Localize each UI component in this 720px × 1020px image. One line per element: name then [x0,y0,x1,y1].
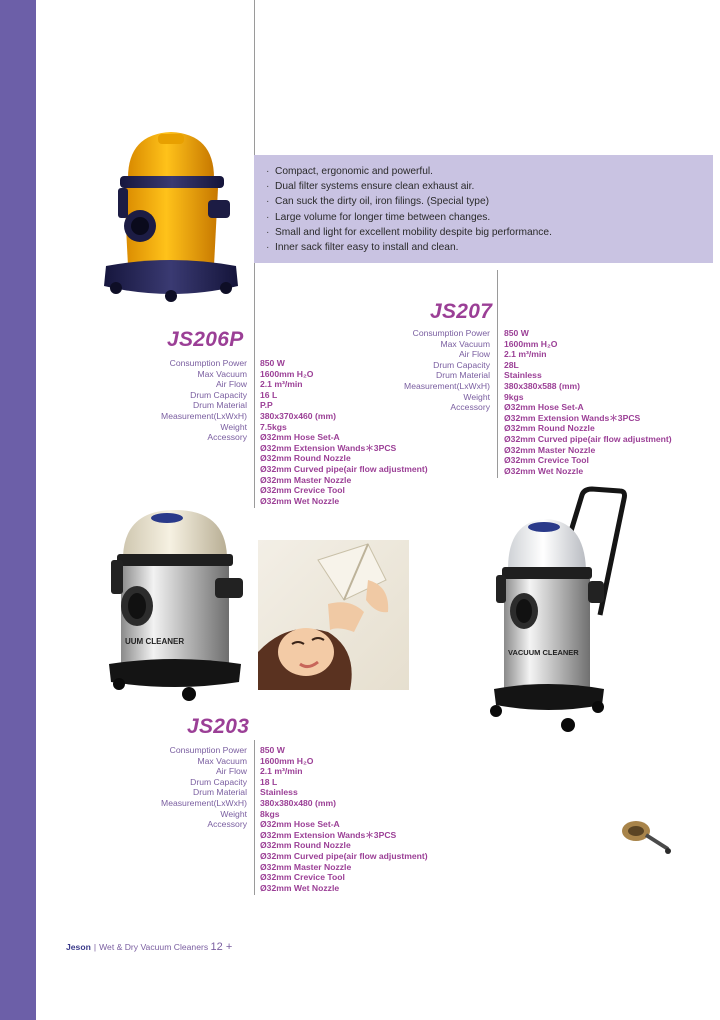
feature-item: · Large volume for longer time between changes. [266,211,491,223]
js206p-product-image [96,126,246,306]
side-color-bar [0,0,36,1020]
js203-spec-divider [254,740,255,895]
js203-title: JS203 [187,715,250,738]
page-footer [66,941,232,953]
nozzle-accessory-image [618,815,674,859]
js207-spec-divider [497,270,498,478]
top-divider-line [254,0,255,155]
js207-drum-print: VACUUM CLEANER [508,648,579,657]
feature-item: · Compact, ergonomic and powerful. [266,166,433,177]
js207-title: JS207 [430,300,493,323]
js206p-title: JS206P [167,328,244,351]
js203-drum-print: UUM CLEANER [125,637,185,646]
footer-separator: | [93,942,97,952]
footer-brand: Jeson [66,942,91,952]
js207-product-image [486,485,636,735]
js203-spec-values: 850 W 1600mm H₂O 2.1 m³/min 18 L Stainless 380x380x480 (mm) 8kgs Ø32mm Hose Set-A Ø32mm Extension Wands＊3PCS Ø32mm Round Nozzle Ø32mm Curved pipe(air flow adjustment) Ø32mm Master Nozzle Ø32mm Crevice Tool Ø32mm Wet Nozzle [260,745,428,893]
js206p-spec-divider [254,263,255,508]
features-list [254,155,713,263]
feature-item: · Can suck the dirty oil, iron filings. (Special type) [266,196,490,208]
footer-title: Wet & Dry Vacuum Cleaners [99,942,209,952]
page-number: 12 + [210,941,233,953]
js206p-spec-values: 850 W 1600mm H₂O 2.1 m³/min 16 L P.P 380x370x460 (mm) 7.5kgs Ø32mm Hose Set-A Ø32mm Extension Wands＊3PCS Ø32mm Round Nozzle Ø32mm Curved pipe(air flow adjustment) Ø32mm Master Nozzle Ø32mm Crevice Tool Ø32mm Wet Nozzle [260,358,428,506]
js206p-spec-labels: Consumption Power Max Vacuum Air Flow Drum Capacity Drum Material Measurement(LxWxH) Weight Accessory [161,358,247,443]
js203-product-image [105,506,245,704]
js203-spec-labels: Consumption Power Max Vacuum Air Flow Drum Capacity Drum Material Measurement(LxWxH) Weight Accessory [161,745,247,830]
feature-item: · Small and light for excellent mobility despite big performance. [266,226,552,238]
js207-spec-labels: Consumption Power Max Vacuum Air Flow Drum Capacity Drum Material Measurement(LxWxH) Weight Accessory [404,328,490,413]
js207-spec-values: 850 W 1600mm H₂O 2.1 m³/min 28L Stainless 380x380x588 (mm) 9kgs Ø32mm Hose Set-A Ø32mm Extension Wands＊3PCS Ø32mm Round Nozzle Ø32mm Curved pipe(air flow adjustment) Ø32mm Master Nozzle Ø32mm Crevice Tool Ø32mm Wet Nozzle [504,328,672,476]
feature-item: · Dual filter systems ensure clean exhaust air. [266,181,475,193]
woman-reading-photo [258,540,409,690]
feature-item: · Inner sack filter easy to install and clean. [266,242,459,254]
